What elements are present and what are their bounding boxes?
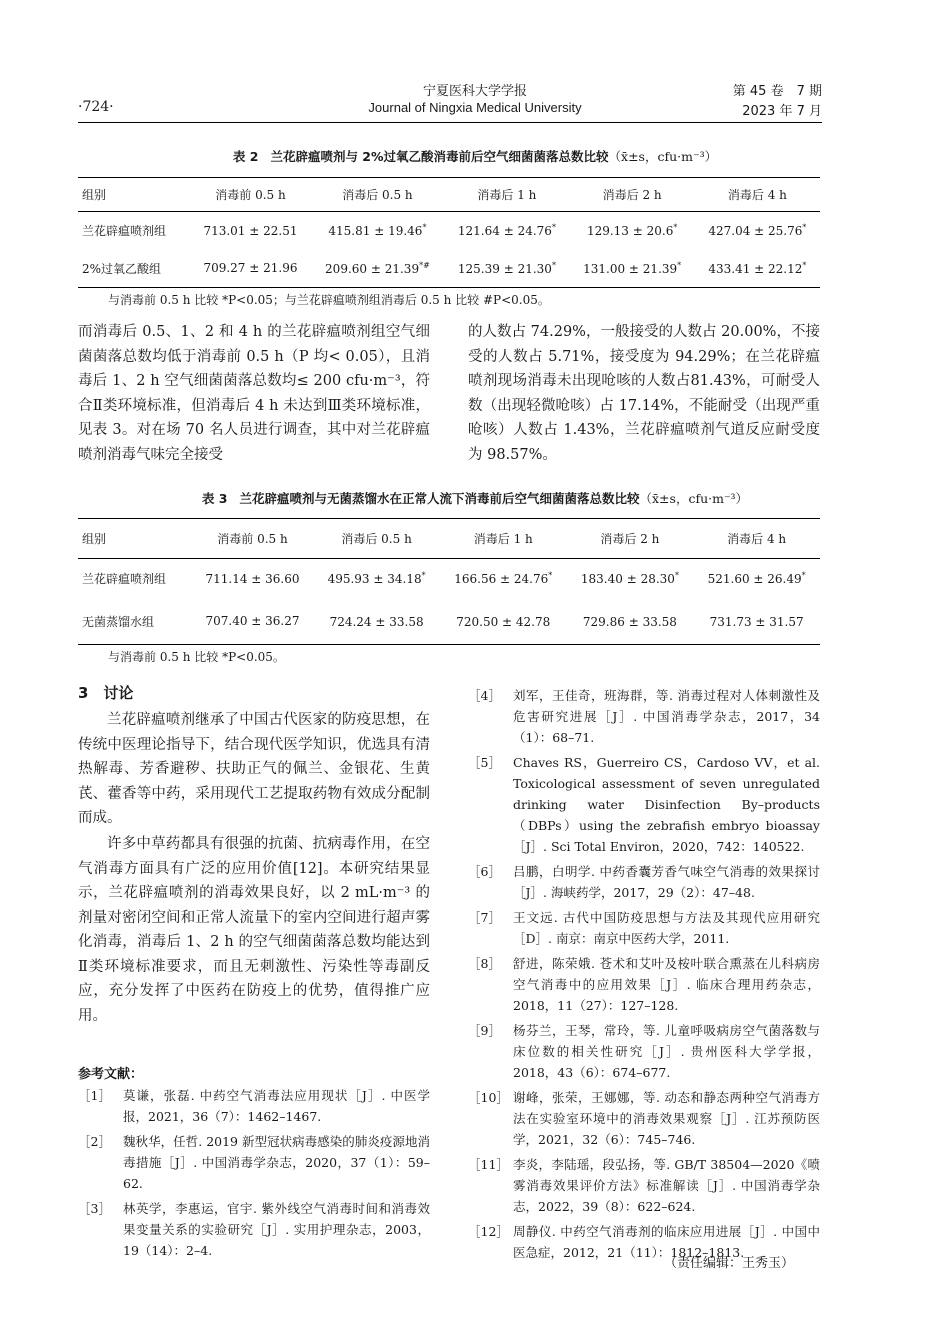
page-number: ·724· [78,99,114,115]
significance-mark: * [801,571,806,581]
table-cell [567,559,694,599]
reference-item [468,907,820,949]
journal-title-cn: 宁夏医科大学学报 [422,84,527,99]
table3-col-header: 消毒后 2 h [567,519,694,559]
reference-item [468,1154,820,1217]
reference-item [78,1131,430,1194]
table-cell: 2%过氧乙酸组 [78,250,190,288]
table-cell: 711.14 ± 36.60 [205,571,300,586]
table-cell: 兰花辟瘟喷剂组 [82,572,167,587]
table3-col-header: 消毒后 4 h [693,519,820,559]
significance-mark: * [422,223,427,233]
reference-text: Chaves RS，Guerreiro CS，Cardoso VV，et al. Toxicological assessment of seven unregulated drinking water Disinfection By–products（DBPs）using the zebrafish embryo bioassay［J］. Sci Total Environ，2020，742：140522. [513,755,820,854]
table-row [78,212,820,250]
table2-col-header: 组别 [78,178,190,212]
cell-value: 166.56 ± 24.76 [454,572,549,587]
reference-text: 周静仪. 中药空气消毒剂的临床应用进展［J］. 中国中医急症，2012，21（11）：1812–1813. [513,1224,820,1260]
significance-mark: *# [419,260,430,270]
table-cell [567,599,694,645]
table-cell [311,212,445,250]
table2-header-row [78,178,820,212]
table-cell [570,250,695,288]
table-cell [693,559,820,599]
significance-mark: * [802,223,807,233]
reference-text: 谢峰，张荣，王娜娜，等. 动态和静态两种空气消毒方法在实验室环境中的消毒效果观察［J］. 江苏预防医学，2021，32（6）：745–746. [513,1090,820,1147]
table-cell [311,250,445,288]
section-title-discussion: 3 讨论 [78,684,134,702]
cell-value: 427.04 ± 25.76 [708,224,803,239]
reference-item [468,861,820,903]
table-cell [695,212,820,250]
significance-mark: * [802,260,807,270]
table-cell [693,599,820,645]
table-cell: 无菌蒸馏水组 [78,599,192,645]
table2-col-header: 消毒后 4 h [695,178,820,212]
table-cell [440,599,567,645]
cell-value: 121.64 ± 24.76 [457,224,552,239]
references-title: 参考文献： [78,1067,144,1082]
results-paragraph-right: 的人数占 74.29%，一般接受的人数占 20.00%，不接受的人数占 5.71%，接受度为 94.29%；在兰花辟瘟喷剂现场消毒未出现呛咳的人数占81.43%，可耐受人数（出现轻微呛咳）占 17.14%，不能耐受（出现严重呛咳）人数占 1.43%，兰花辟瘟喷剂气道反应耐受度为 98.57%。 [468,324,820,463]
cell-value: 720.50 ± 42.78 [456,614,551,629]
table-cell [313,559,440,599]
reference-list-left [78,1085,430,1265]
reference-text: 莫谦，张磊. 中药空气消毒法应用现状［J］. 中医学报，2021，36（7）：1462–1467. [123,1088,430,1124]
reference-text: 杨芬兰，王琴，常玲，等. 儿童呼吸病房空气菌落数与床位数的相关性研究［J］. 贵州医科大学学报，2018，43（6）：674–677. [513,1023,820,1080]
table-cell [444,250,569,288]
cell-value: 729.86 ± 33.58 [582,614,677,629]
table-cell: 713.01 ± 22.51 [203,223,298,238]
table-cell [440,559,567,599]
reference-item [468,752,820,857]
reference-number: ［7］ [468,910,501,925]
reference-number: ［2］ [78,1134,111,1149]
reference-number: ［10］ [468,1090,509,1105]
journal-title-en: Journal of Ningxia Medical University [368,100,582,115]
reference-number: ［12］ [468,1224,509,1239]
volume-issue: 第 45 卷 7 期 [732,84,822,99]
reference-text: 吕鹏，白明学. 中药香囊芳香气味空气消毒的效果探讨［J］. 海峡药学，2017，29（2）：47–48. [513,864,820,900]
cell-value: 131.00 ± 21.39 [583,261,678,276]
reference-item [78,1085,430,1127]
discussion-paragraph-2: 许多中草药都具有很强的抗菌、抗病毒作用，在空气消毒方面具有广泛的应用价值[12]。本研究结果显示，兰花辟瘟喷剂的消毒效果良好，以 2 mL·m⁻³ 的剂量对密闭空间和正常人流量下的室内空间进行超声雾化消毒，消毒后 1、2 h 的空气细菌菌落总数均能达到Ⅱ类环境标准要求，而且无刺激性、污染性等毒副反应，充分发挥了中医药在防疫上的优势，值得推广应用。 [78,836,430,1024]
header-divider [78,122,822,123]
table-row [78,250,820,288]
table2-title: 兰花辟瘟喷剂与 2%过氧乙酸消毒前后空气细菌菌落总数比较 [270,149,609,164]
reference-text: 刘军，王佳奇，班海群，等. 消毒过程对人体刺激性及危害研究进展［J］. 中国消毒学杂志，2017，34（1）：68–71. [513,688,820,745]
table-cell: 707.40 ± 36.27 [192,599,314,645]
reference-item [468,953,820,1016]
reference-number: ［5］ [468,755,501,770]
table2-number: 表 2 [232,149,259,164]
table3-col-header: 消毒后 0.5 h [313,519,440,559]
reference-item [468,1020,820,1083]
table3-header-row [78,519,820,559]
table3-note: 与消毒前 0.5 h 比较 *P<0.05。 [108,650,285,664]
reference-number: ［4］ [468,688,501,703]
cell-value: 129.13 ± 20.6 [586,224,674,239]
reference-number: ［6］ [468,864,501,879]
reference-item [468,685,820,748]
reference-text: 舒进，陈荣娥. 苍术和艾叶及桉叶联合熏蒸在儿科病房空气消毒中的应用效果［J］. 临床合理用药杂志，2018，11（27）：127–128. [513,956,820,1013]
cell-value: 433.41 ± 22.12 [708,261,803,276]
table3-number: 表 3 [201,491,228,506]
table2-caption [0,147,950,165]
table2 [78,177,820,288]
table3-caption [0,489,950,507]
table3-col-header: 消毒后 1 h [440,519,567,559]
cell-value: 731.73 ± 31.57 [709,614,804,629]
table-cell [444,212,569,250]
reference-number: ［11］ [468,1157,509,1172]
cell-value: 209.60 ± 21.39 [325,261,420,276]
table-cell: 兰花辟瘟喷剂组 [82,224,167,239]
table-cell: 709.27 ± 21.96 [190,250,310,288]
table3 [78,518,820,645]
table3-col-header: 消毒前 0.5 h [192,519,314,559]
issue-date: 2023 年 7 月 [742,104,822,119]
table3-title: 兰花辟瘟喷剂与无菌蒸馏水在正常人流下消毒前后空气细菌菌落总数比较 [239,491,640,506]
significance-mark: * [551,260,556,270]
table-row [78,559,820,599]
table-row [78,599,820,645]
table2-col-header: 消毒后 0.5 h [311,178,445,212]
table-cell [695,250,820,288]
responsible-editor: （责任编辑：王秀玉） [664,1256,795,1271]
cell-value: 724.24 ± 33.58 [329,614,424,629]
discussion-paragraph-1: 兰花辟瘟喷剂继承了中国古代医家的防疫思想，在传统中医理论指导下，结合现代医学知识，优选具有清热解毒、芳香避秽、扶助正气的佩兰、金银花、生黄芪、藿香等中药，采用现代工艺提取药物有效成分配制而成。 [78,712,430,826]
cell-value: 521.60 ± 26.49 [707,572,802,587]
table-cell [570,212,695,250]
table3-col-header: 组别 [78,519,192,559]
table2-col-header: 消毒前 0.5 h [190,178,310,212]
table2-note: 与消毒前 0.5 h 比较 *P<0.05；与兰花辟瘟喷剂组消毒后 0.5 h 比较 #P<0.05。 [108,293,550,307]
reference-number: ［1］ [78,1088,111,1103]
reference-number: ［9］ [468,1023,501,1038]
reference-number: ［8］ [468,956,501,971]
significance-mark: * [421,571,426,581]
reference-text: 王文远. 古代中国防疫思想与方法及其现代应用研究［D］. 南京：南京中医药大学，2011. [513,910,820,946]
significance-mark: * [677,260,682,270]
cell-value: 495.93 ± 34.18 [327,572,422,587]
cell-value: 415.81 ± 19.46 [328,224,423,239]
table-cell [313,599,440,645]
table2-col-header: 消毒后 1 h [444,178,569,212]
significance-mark: * [548,571,553,581]
reference-text: 李炎，李陆瑶，段弘扬，等. GB/T 38504—2020《喷雾消毒效果评价方法》标准解读［J］. 中国消毒学杂志，2022，39（8）：622–624. [513,1157,820,1214]
table3-unit: （x̄±s，cfu·m⁻³） [639,491,749,506]
cell-value: 125.39 ± 21.30 [457,261,552,276]
reference-text: 魏秋华，任哲. 2019 新型冠状病毒感染的肺炎疫源地消毒措施［J］. 中国消毒学杂志，2020，37（1）：59–62. [123,1134,430,1191]
significance-mark: * [673,223,678,233]
reference-item [78,1198,430,1261]
reference-list-right [468,685,820,1267]
table2-col-header: 消毒后 2 h [570,178,695,212]
table2-unit: （x̄±s，cfu·m⁻³） [608,149,718,164]
reference-item [468,1087,820,1150]
reference-number: ［3］ [78,1201,111,1216]
cell-value: 183.40 ± 28.30 [580,572,675,587]
significance-mark: * [551,223,556,233]
reference-text: 林英学，李惠运，官宇. 紫外线空气消毒时间和消毒效果变量关系的实验研究［J］. 实用护理杂志，2003，19（14）：2–4. [123,1201,430,1258]
significance-mark: * [674,571,679,581]
results-paragraph-left: 而消毒后 0.5、1、2 和 4 h 的兰花辟瘟喷剂组空气细菌菌落总数均低于消毒前 0.5 h（P 均< 0.05），且消毒后 1、2 h 空气细菌菌落总数均≤ 200 cfu·m⁻³，符合Ⅱ类环境标准，但消毒后 4 h 未达到Ⅲ类环境标准，见表 3。对在场 70 名人员进行调查，其中对兰花辟瘟喷剂消毒气味完全接受 [78,324,430,463]
